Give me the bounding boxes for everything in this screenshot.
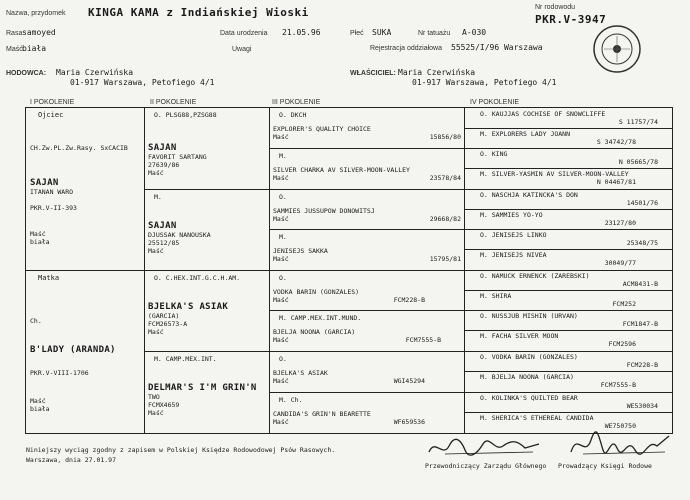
- gen2-subname: (GARCIA): [148, 312, 180, 320]
- gen2-name: DELMAR'S I'M GRIN'N: [148, 383, 257, 393]
- gen4-registry: N 05665/78: [618, 158, 658, 166]
- gen4-name: O. JENISEJS LINKO: [480, 231, 547, 239]
- gen3-name: EXPLORER'S QUALITY CHOICE: [273, 125, 371, 133]
- gen4-cell: [468, 373, 670, 391]
- gen2-titles: M.: [154, 193, 162, 201]
- chairman-signature-icon: [425, 432, 545, 462]
- gen3-color-label: Maść: [273, 215, 289, 223]
- breed-value: samoyed: [22, 28, 56, 37]
- dam-cell: [30, 274, 142, 432]
- gen2-titles: O. C.HEX.INT.G.C.H.AM.: [154, 274, 241, 282]
- gen3-cell: [273, 274, 461, 310]
- gen4-registry: 25348/75: [626, 239, 658, 247]
- gen4-name: M. BJELJA NOONA (GARCIA): [480, 373, 574, 381]
- gen4-name: M. SHIRA: [480, 292, 512, 300]
- dob-value: 21.05.96: [282, 28, 321, 37]
- gen4-name: M. SAMMIES YO-YO: [480, 211, 543, 219]
- gen3-color-label: Maść: [273, 255, 289, 263]
- gen4-registry: S 34742/78: [596, 138, 636, 146]
- gen2-cell: [148, 355, 268, 433]
- gen2-titles: M. CAMP.MEX.INT.: [154, 355, 217, 363]
- breeder-label: HODOWCA:: [6, 70, 47, 77]
- gen2-subname: DJUSSAK NANOUSKA: [148, 231, 211, 239]
- gen3-name: SAMMIES JUSSUPOW DONOWITSJ: [273, 207, 375, 215]
- gen3-titles: M. Ch.: [279, 396, 303, 404]
- registrar-title: Prowadzący Księgi Rodowe: [558, 462, 652, 470]
- gen4-name: M. JENISEJS NIVEA: [480, 251, 547, 259]
- dam-color: biała: [30, 404, 50, 413]
- gen3-cell: [273, 152, 461, 189]
- tattoo-value: A-030: [462, 28, 487, 37]
- sire-color-label: Maść: [30, 229, 46, 238]
- gen2-subname: FAVORIT SARTANG: [148, 153, 207, 161]
- gen4-registry: 30049/77: [604, 259, 636, 267]
- breeder-address: 01-917 Warszawa, Petofiego 4/1: [70, 78, 215, 87]
- registry-number: PKR.V-3947: [535, 13, 607, 26]
- gen4-name: M. FACHA SILVER MOON: [480, 332, 559, 340]
- gen2-cell: [148, 193, 268, 269]
- breed-label: Rasa: [6, 30, 23, 37]
- gen3-registry: 29668/82: [429, 215, 461, 223]
- gen3-cell: [273, 233, 461, 270]
- gen3-color-label: Maść: [273, 174, 289, 182]
- gen4-cell: [468, 231, 670, 249]
- gen3-cell: [273, 193, 461, 229]
- registrar-signature-icon: [565, 428, 675, 462]
- gen2-name: BJELKA'S ASIAK: [148, 302, 229, 312]
- gen3-cell: [273, 396, 461, 433]
- gen3-color-label: Maść: [273, 377, 289, 385]
- gen4-cell: [468, 332, 670, 350]
- notes-label: Uwagi: [232, 46, 252, 53]
- gen4-registry: FCM252: [612, 300, 636, 308]
- gen4-cell: [468, 191, 670, 209]
- sire-name: SAJAN: [30, 177, 59, 188]
- gen3-registry: 23578/84: [429, 174, 461, 182]
- gen3-titles: O.: [279, 193, 287, 201]
- gen2-subname: TWO: [148, 393, 160, 401]
- gen3-registry: WF659536: [393, 418, 425, 426]
- gen3-name: VODKA BARIN (GONZALES): [273, 288, 360, 296]
- gen4-cell: [468, 251, 670, 269]
- gen2-color-label: Maść: [148, 409, 164, 417]
- gen4-cell: [468, 110, 670, 128]
- branch-registration-value: 55525/I/96 Warszawa: [451, 43, 543, 52]
- certification-date: Warszawa, dnia 27.01.97: [26, 456, 117, 464]
- gen4-registry: N 04467/81: [596, 178, 636, 186]
- gen2-titles: O. PLSG88,PZSG88: [154, 111, 217, 119]
- gen4-registry: WE530034: [626, 402, 658, 410]
- gen3-registry: WGI45294: [393, 377, 425, 385]
- pedigree-table: [25, 107, 673, 434]
- gen4-registry: 23127/80: [604, 219, 636, 227]
- registry-label: Nr rodowodu: [535, 4, 576, 11]
- dam-color-label: Maść: [30, 396, 46, 405]
- gen3-titles: M.: [279, 233, 287, 241]
- gen4-registry: FCM1847-B: [622, 320, 658, 328]
- generation-4-heading: IV POKOLENIE: [470, 99, 520, 106]
- branch-registration-label: Rejestracja oddziałowa: [370, 45, 442, 52]
- gen2-cell: [148, 111, 268, 189]
- owner-label: WŁAŚCICIEL:: [350, 70, 396, 77]
- gen4-name: O. NAMUCK ERNENCK (ZAREBSKI): [480, 272, 590, 280]
- gen4-cell: [468, 150, 670, 168]
- sire-cell: [30, 111, 142, 269]
- generation-3-heading: III POKOLENIE: [272, 99, 321, 106]
- sex-value: SUKA: [372, 28, 392, 37]
- gen3-registry: 15856/80: [429, 133, 461, 141]
- gen2-color-label: Maść: [148, 169, 164, 177]
- gen3-color-label: Maść: [273, 133, 289, 141]
- gen2-color-label: Maść: [148, 247, 164, 255]
- gen2-cell: [148, 274, 268, 350]
- sire-label: Ojciec: [38, 111, 64, 119]
- gen3-color-label: Maść: [273, 336, 289, 344]
- dam-registry: PKR.V-VIII-1706: [30, 368, 89, 377]
- gen3-titles: O.: [279, 355, 287, 363]
- gen2-name: SAJAN: [148, 143, 177, 153]
- gen3-cell: [273, 111, 461, 148]
- gen4-cell: [468, 170, 670, 188]
- gen2-registry: FCMX4659: [148, 401, 180, 409]
- dob-label: Data urodzenia: [220, 30, 268, 37]
- gen4-registry: WE750750: [604, 422, 636, 430]
- gen4-name: M. SHERICA'S ETHEREAL CANDIDA: [480, 414, 594, 422]
- sire-titles: CH.Zw.PL.Zw.Rasy. SxCACIB: [30, 143, 128, 152]
- gen4-name: O. NASCHJA KATINCKA'S DON: [480, 191, 578, 199]
- gen3-color-label: Maść: [273, 418, 289, 426]
- dam-titles: Ch.: [30, 316, 42, 325]
- dog-name: KINGA KAMA z Indiańskiej Wioski: [88, 6, 309, 19]
- gen4-name: O. VODKA BARIN (GONZALES): [480, 353, 578, 361]
- dam-label: Matka: [38, 274, 60, 282]
- generation-1-heading: I POKOLENIE: [30, 99, 75, 106]
- gen2-registry: 25512/85: [148, 239, 180, 247]
- gen4-cell: [468, 394, 670, 412]
- gen4-registry: FCM7555-B: [600, 381, 636, 389]
- sire-subname: ITANAN WARO: [30, 187, 74, 196]
- gen2-registry: FCM26573-A: [148, 320, 188, 328]
- gen3-titles: O.: [279, 274, 287, 282]
- gen4-name: O. KING: [480, 150, 508, 158]
- gen4-cell: [468, 312, 670, 330]
- gen4-cell: [468, 211, 670, 229]
- gen2-name: SAJAN: [148, 221, 177, 231]
- gen4-registry: S 11757/74: [618, 118, 658, 126]
- sire-registry: PKR.V-II-393: [30, 203, 77, 212]
- gen3-registry: 15795/81: [429, 255, 461, 263]
- gen3-titles: M. CAMP.MEX.INT.MUND.: [279, 314, 362, 322]
- dam-name: B'LADY (ARANDA): [30, 344, 116, 355]
- gen3-titles: O. DKCH: [279, 111, 307, 119]
- gen4-registry: ACM8431-B: [622, 280, 658, 288]
- chairman-title: Przewodniczący Zarządu Głównego: [425, 462, 547, 470]
- gen3-name: JENISEJS SAKKA: [273, 247, 328, 255]
- gen4-cell: [468, 292, 670, 310]
- gen4-registry: 14501/76: [626, 199, 658, 207]
- gen4-cell: [468, 130, 670, 148]
- sex-label: Płeć: [350, 30, 364, 37]
- gen4-registry: FCM228-B: [626, 361, 658, 369]
- generation-2-heading: II POKOLENIE: [150, 99, 197, 106]
- color-label: Maść: [6, 46, 23, 53]
- gen4-cell: [468, 272, 670, 290]
- gen3-titles: M.: [279, 152, 287, 160]
- gen3-registry: FCM228-B: [393, 296, 425, 304]
- gen2-color-label: Maść: [148, 328, 164, 336]
- certification-line: Niniejszy wyciąg zgodny z zapisem w Polskiej Księdze Rodowodowej Psów Rasowych.: [26, 446, 336, 454]
- gen4-cell: [468, 353, 670, 371]
- owner-name: Maria Czerwińska: [398, 68, 476, 77]
- gen4-name: O. NUSSJUB MISHIN (URVAN): [480, 312, 578, 320]
- breeder-name: Maria Czerwińska: [56, 68, 134, 77]
- color-value: biała: [22, 44, 47, 53]
- gen3-cell: [273, 314, 461, 351]
- official-stamp-icon: [592, 24, 642, 74]
- gen3-cell: [273, 355, 461, 392]
- gen4-name: O. KAUJJAS COCHISE OF SNOWCLIFFE: [480, 110, 606, 118]
- gen4-name: M. SILVER-YASMIN AV SILVER-MOON-VALLEY: [480, 170, 629, 178]
- tattoo-label: Nr tatuażu: [418, 30, 451, 37]
- gen3-color-label: Maść: [273, 296, 289, 304]
- gen4-name: M. EXPLORERS LADY JOANN: [480, 130, 571, 138]
- gen3-name: SILVER CHARKA AV SILVER-MOON-VALLEY: [273, 166, 410, 174]
- gen2-registry: 27639/86: [148, 161, 180, 169]
- gen3-registry: FCM7555-B: [405, 336, 441, 344]
- owner-address: 01-917 Warszawa, Petofiego 4/1: [412, 78, 557, 87]
- gen3-name: BJELJA NOONA (GARCIA): [273, 328, 356, 336]
- gen3-name: BJELKA'S ASIAK: [273, 369, 328, 377]
- gen4-registry: FCM2596: [608, 340, 636, 348]
- gen3-name: CANDIDA'S GRIN'N BEARETTE: [273, 410, 371, 418]
- gen4-name: O. KOLINKA'S QUILTED BEAR: [480, 394, 578, 402]
- name-label: Nazwa, przydomek: [6, 10, 66, 17]
- sire-color: biała: [30, 237, 50, 246]
